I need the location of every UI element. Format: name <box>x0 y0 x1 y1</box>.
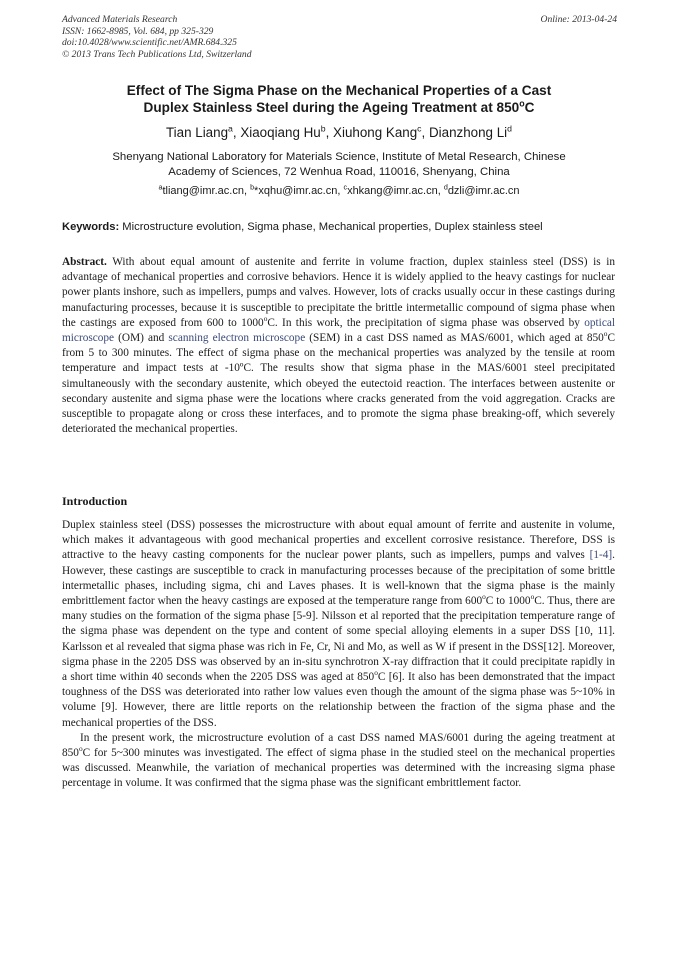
affiliation <box>62 150 616 180</box>
journal-copyright: © 2013 Trans Tech Publications Ltd, Switzerland <box>62 48 252 60</box>
keywords <box>62 220 616 234</box>
title-line-1: Effect of The Sigma Phase on the Mechanical Properties of a Cast <box>126 83 552 98</box>
email-link[interactable]: dzli@imr.ac.cn <box>447 185 520 197</box>
link-optical-microscope[interactable]: optical microscope <box>62 316 615 345</box>
journal-name: Advanced Materials Research <box>62 14 178 25</box>
intro-text: . However, these castings are susceptible to crack in manufacturing processes because of the precipitation of some brittle intermetallic phases, including sigma, chi and Laves phases. It is well-known that the sigma phase is the mainly embrittlement factor when the heavy castings are exposed at the temperature range from 600 <box>62 549 615 608</box>
email-list <box>62 184 616 198</box>
degree-sup: o <box>263 314 268 324</box>
title-line-2-end: C <box>524 100 535 115</box>
intro-text: C [6]. It also has been demonstrated that the impact toughness of the DSS was deteriorated into rather low values even though the amount of the sigma phase was 5~10% in volume [9]. However, there are little reports on the relationship between the fraction of the sigma phase and the mechanical properties of the DSS. <box>62 671 615 729</box>
email-mark: d <box>443 183 448 192</box>
intro-text: C. Thus, there are many studies on the formation of the sigma phase [5-9]. Nilsson et al reported that the precipitation temperature range of the sigma phase was dependent on the type and content of some special alloying elements in a super DSS [10, 11]. Karlsson et al revealed that sigma phase was rich in Fe, Cr, Ni and Mo, as well as W if present in the DSS[12]. Moreover, sigma phase in the 2205 DSS was observed by an in-situ synchrotron X-ray diffraction that it could precipitate rapidly in a short time within 40 seconds when the 2205 DSS was aged at 850 <box>62 595 615 684</box>
author-sep: , <box>421 125 429 140</box>
abstract <box>62 255 615 437</box>
author-mark: d <box>507 123 512 134</box>
author-name: Xiuhong Kang <box>333 125 418 140</box>
intro-paragraph-2 <box>62 731 615 792</box>
email-link[interactable]: tliang@imr.ac.cn, <box>162 185 251 197</box>
author-sep: , <box>232 125 241 140</box>
title-degree-sup: o <box>519 98 525 109</box>
online-date: Online: 2013-04-24 <box>540 14 617 25</box>
email-mark: b <box>250 183 255 192</box>
journal-header <box>62 14 617 60</box>
degree-sup: o <box>603 329 608 339</box>
affiliation-line-1: Shenyang National Laboratory for Materials Science, Institute of Metal Research, Chinese <box>112 151 566 163</box>
author-mark: c <box>417 123 422 134</box>
title-line-2-main: Duplex Stainless Steel during the Ageing Treatment at 850 <box>143 100 520 115</box>
author-name: Tian Liang <box>165 125 229 140</box>
author <box>240 125 333 140</box>
intro-paragraph-1 <box>62 518 615 731</box>
author <box>166 125 240 140</box>
author <box>333 125 429 140</box>
intro-text: C for 5~300 minutes was investigated. The effect of sigma phase in the studied steel on the mechanical properties was discussed. Meanwhile, the variation of mechanical properties was determined with the increasing sigma phase percentage in volume. It was confirmed that the sigma phase was the significant embrittlement factor. <box>62 747 615 790</box>
author-list <box>62 124 616 141</box>
degree-sup: o <box>374 668 378 678</box>
section-heading-introduction: Introduction <box>62 494 128 508</box>
degree-sup: o <box>530 592 535 602</box>
email-mark: a <box>158 183 163 192</box>
paper-title <box>62 82 616 116</box>
degree-sup: o <box>482 592 486 602</box>
abstract-text: (OM) and <box>114 332 169 345</box>
author-mark: b <box>320 123 326 134</box>
degree-sup: o <box>78 744 83 754</box>
affiliation-line-2: Academy of Sciences, 72 Wenhua Road, 110016, Shenyang, China <box>168 166 510 178</box>
email-mark: c <box>343 183 348 192</box>
title-line-2 <box>62 99 616 116</box>
abstract-text: C. In this work, the precipitation of sigma phase was observed by <box>267 316 585 329</box>
author-sep: , <box>325 125 334 140</box>
journal-doi: doi:10.4028/www.scientific.net/AMR.684.325 <box>62 37 237 49</box>
abstract-label: Abstract. <box>62 256 107 268</box>
keywords-text: Microstructure evolution, Sigma phase, Mechanical properties, Duplex stainless steel <box>119 221 543 233</box>
keywords-label: Keywords: <box>62 221 120 233</box>
email-link[interactable]: *xqhu@imr.ac.cn, <box>254 185 344 197</box>
intro-text: In the present work, the microstructure evolution of a cast DSS named MAS/6001 during the ageing treatment at 850 <box>62 731 615 760</box>
citation-link[interactable]: [1-4] <box>589 549 613 562</box>
email-link[interactable]: xhkang@imr.ac.cn, <box>347 185 444 197</box>
author-name: Xiaoqiang Hu <box>240 125 321 140</box>
author-name: Dianzhong Li <box>428 125 508 140</box>
introduction-body <box>62 518 615 792</box>
abstract-text: With about equal amount of austenite and ferrite in volume fraction, duplex stainless steel (DSS) is in advantage of mechanical properties and corrosive behaviors. Hence it is widely applied to the heavy castings for nuclear power plants inshore, such as impellers, pumps and valves. However, lots of cracks usually occur in these castings during manufacturing processes, because it is susceptible to precipitate the brittle intermetallic compound of sigma phase when the castings are exposed from 600 to 1000 <box>62 256 615 329</box>
intro-text: C to 1000 <box>485 595 531 608</box>
intro-text: Duplex stainless steel (DSS) possesses the microstructure with about equal amount of ferrite and austenite in volume, which makes it advantageous with good mechanical properties and excellent corrosive resistance. Therefore, DSS is attractive to the heavy casting components for the nuclear power plants, such as impellers, pumps and valves <box>62 519 615 562</box>
link-scanning-electron-microscope[interactable]: scanning electron microscope <box>168 332 306 345</box>
abstract-text: (SEM) in a cast DSS named as MAS/6001, which aged at 850 <box>305 332 604 345</box>
journal-issn: ISSN: 1662-8985, Vol. 684, pp 325-329 <box>62 25 214 37</box>
abstract-text: C from 5 to 300 minutes. The effect of sigma phase on the mechanical properties was analyzed by the tensile at room temperature and impact tests at -10ºC. The results show that sigma phase in the MAS/6001 steel precipitated simultaneously with the secondary austenite, which obeyed the eutectoid reaction. The interfaces between austenite or secondary austenite and sigma phase were the locations where cracks generated from the void aggregation. Cracks are susceptible to propagate along or cross these interfaces, and to promote the sigma phase breaking-off, which severely deteriorated the mechanical properties. <box>62 332 615 436</box>
author-mark: a <box>228 123 233 134</box>
author <box>429 125 512 140</box>
